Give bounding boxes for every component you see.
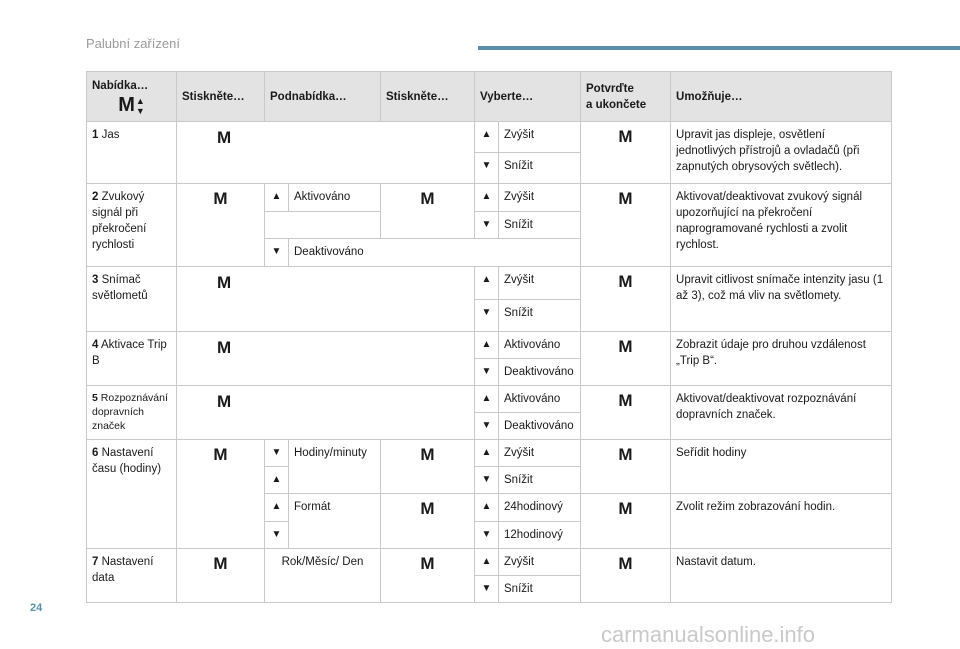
row-label: 3 Snímač světlometů [87,267,177,332]
press-cell [177,122,475,184]
submenu-option: Formát [289,494,381,549]
select-option: Zvýšit [499,440,581,467]
col-header-press-2: Stiskněte… [381,72,475,122]
press-cell [381,549,475,603]
up-arrow-cell [265,467,289,494]
table-row [87,267,892,300]
empty-cell [265,212,381,239]
press-cell [381,494,475,549]
select-option: Aktivováno [499,332,581,359]
row-label: 5 Rozpoznávání dopravních značek [87,386,177,440]
menu-button-icon: M [618,127,633,146]
menu-arrows-icon [92,96,171,116]
down-arrow-cell [265,440,289,467]
row-description: Aktivovat/deaktivovat zvukový signál upozorňující na překročení naprogramované rychlosti a zvolit rychlost. [671,184,892,267]
down-arrow-cell [265,239,289,267]
col-header-select: Vyberte… [475,72,581,122]
down-arrow-icon: ▼ [481,420,492,431]
up-arrow-cell [265,494,289,522]
up-arrow-cell [475,332,499,359]
up-arrow-cell [475,549,499,576]
menu-button-icon: M [118,94,135,116]
down-arrow-icon: ▼ [135,105,145,116]
menu-button-icon: M [420,499,435,518]
confirm-cell [581,184,671,267]
row-description: Seřídit hodiny [671,440,892,494]
menu-button-icon: M [618,391,633,410]
menu-button-icon: M [618,189,633,208]
menu-button-icon: M [618,445,633,464]
menu-button-icon: M [618,554,633,573]
up-arrow-icon: ▲ [481,501,492,512]
down-arrow-icon: ▼ [481,474,492,485]
menu-button-icon: M [217,338,232,357]
press-cell [177,332,475,386]
select-option: Deaktivováno [499,413,581,440]
up-arrow-icon: ▲ [481,447,492,458]
down-arrow-cell [265,522,289,549]
row-label: 7 Nastavení data [87,549,177,603]
watermark: carmanualsonline.info [601,622,816,647]
down-arrow-icon: ▼ [271,529,282,540]
up-arrow-cell [265,184,289,212]
press-cell [177,184,265,267]
down-arrow-icon: ▼ [271,246,282,257]
row-label: 1 Jas [87,122,177,184]
up-arrow-cell [475,122,499,153]
page-header-title: Palubní zařízení [86,36,180,51]
menu-button-icon: M [213,445,228,464]
up-arrow-icon: ▲ [481,129,492,140]
select-option: 24hodinový [499,494,581,522]
row-description: Nastavit datum. [671,549,892,603]
table-row [87,122,892,153]
select-option: Zvýšit [499,184,581,212]
down-arrow-cell [475,576,499,603]
table-row [87,549,892,576]
header-accent-bar [478,46,960,50]
up-arrow-icon: ▲ [271,191,282,202]
row-description: Zvolit režim zobrazování hodin. [671,494,892,549]
row-label: 4 Aktivace Trip B [87,332,177,386]
down-arrow-icon: ▼ [481,529,492,540]
up-arrow-icon: ▲ [481,191,492,202]
down-arrow-icon: ▼ [271,447,282,458]
up-arrow-cell [475,440,499,467]
down-arrow-cell [475,359,499,386]
up-arrow-cell [475,184,499,212]
down-arrow-icon: ▼ [481,307,492,318]
select-option: Zvýšit [499,122,581,153]
up-arrow-icon: ▲ [481,393,492,404]
menu-button-icon: M [217,392,232,411]
menu-button-icon: M [420,445,435,464]
press-cell [381,440,475,494]
confirm-cell [581,440,671,494]
menu-button-icon: M [213,554,228,573]
select-option: Aktivováno [499,386,581,413]
row-description: Aktivovat/deaktivovat rozpoznávání dopravních značek. [671,386,892,440]
up-arrow-icon: ▲ [481,339,492,350]
down-arrow-cell [475,153,499,184]
row-label: 2 Zvukový signál při překročení rychlosti [87,184,177,267]
col-header-menu-label: Nabídka… [92,79,149,92]
select-option: Snížit [499,153,581,184]
submenu-option: Aktivováno [289,184,381,212]
up-arrow-icon: ▲ [481,556,492,567]
up-arrow-cell [475,386,499,413]
menu-button-icon: M [618,337,633,356]
row-description: Upravit jas displeje, osvětlení jednotlivých přístrojů a ovladačů (při zapnutých obrysových světlech). [671,122,892,184]
press-cell [381,184,475,239]
submenu-option: Rok/Měsíc/ Den [265,549,381,603]
row-label: 6 Nastavení času (hodiny) [87,440,177,549]
col-header-confirm [581,72,671,122]
table-row [87,332,892,359]
col-header-confirm-line2: a ukončete [586,98,647,111]
select-option: 12hodinový [499,522,581,549]
menu-button-icon: M [420,554,435,573]
col-header-menu [87,72,177,122]
menu-button-icon: M [217,128,232,147]
settings-menu-table [86,71,892,603]
select-option: Snížit [499,300,581,332]
select-option: Zvýšit [499,267,581,300]
up-arrow-icon: ▲ [135,95,145,106]
down-arrow-cell [475,413,499,440]
confirm-cell [581,332,671,386]
confirm-cell [581,386,671,440]
menu-button-icon: M [618,499,633,518]
down-arrow-icon: ▼ [481,583,492,594]
menu-button-icon: M [213,189,228,208]
up-arrow-cell [475,494,499,522]
submenu-option: Deaktivováno [289,239,581,267]
menu-button-icon: M [217,273,232,292]
confirm-cell [581,122,671,184]
table-row [87,386,892,413]
page-number: 24 [30,602,43,614]
submenu-option: Hodiny/minuty [289,440,381,494]
down-arrow-icon: ▼ [481,366,492,377]
up-arrow-icon: ▲ [481,274,492,285]
row-description: Upravit citlivost snímače intenzity jasu (1 až 3), což má vliv na světlomety. [671,267,892,332]
down-arrow-cell [475,300,499,332]
col-header-press: Stiskněte… [177,72,265,122]
col-header-allows: Umožňuje… [671,72,892,122]
menu-button-icon: M [420,189,435,208]
col-header-submenu: Podnabídka… [265,72,381,122]
row-description: Zobrazit údaje pro druhou vzdálenost „Trip B“. [671,332,892,386]
menu-button-icon: M [618,272,633,291]
table-header-row [87,72,892,122]
down-arrow-cell [475,522,499,549]
down-arrow-cell [475,467,499,494]
up-arrow-icon: ▲ [271,501,282,512]
press-cell [177,440,265,549]
confirm-cell [581,267,671,332]
select-option: Snížit [499,467,581,494]
confirm-cell [581,549,671,603]
down-arrow-icon: ▼ [481,219,492,230]
select-option: Zvýšit [499,549,581,576]
press-cell [177,549,265,603]
select-option: Deaktivováno [499,359,581,386]
down-arrow-cell [475,212,499,239]
press-cell [177,267,475,332]
confirm-cell [581,494,671,549]
table-row [87,440,892,467]
col-header-confirm-line1: Potvrďte [586,82,634,95]
down-arrow-icon: ▼ [481,160,492,171]
press-cell [177,386,475,440]
select-option: Snížit [499,576,581,603]
table-row [87,184,892,212]
up-arrow-cell [475,267,499,300]
up-arrow-icon: ▲ [271,474,282,485]
select-option: Snížit [499,212,581,239]
